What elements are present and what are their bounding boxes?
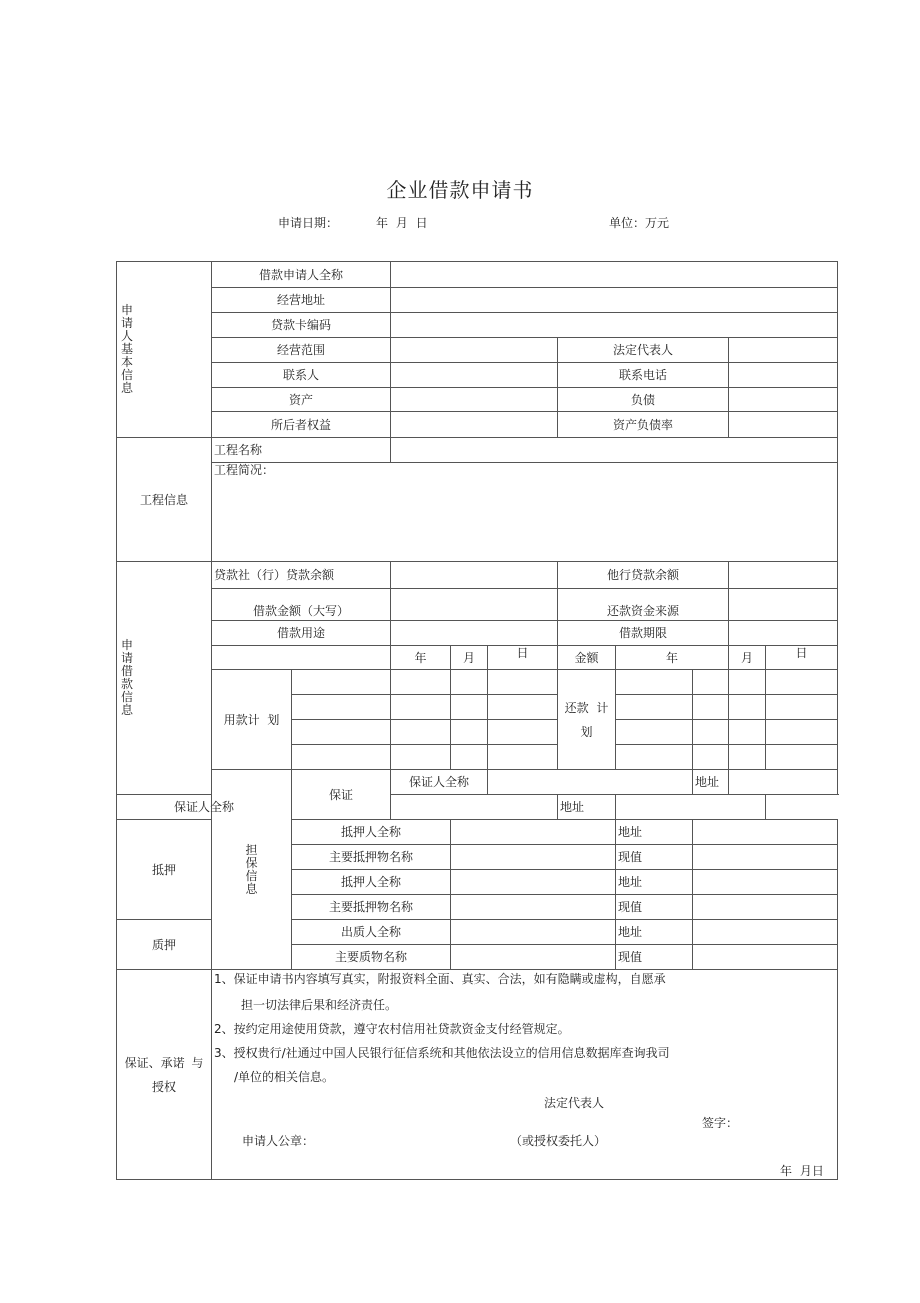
mortgagor-address-input[interactable]	[693, 870, 838, 895]
mortgage-item-label: 主要抵押物名称	[292, 845, 451, 870]
declaration-item-1-cont: 担一切法律后果和经济责任。	[241, 998, 398, 1012]
pledge-value-label: 现值	[616, 945, 693, 970]
mortgagor-name-input[interactable]	[451, 870, 616, 895]
scope-label: 经营范围	[212, 338, 391, 363]
mortgagor-name-label: 抵押人全称	[292, 820, 451, 845]
loan-card-label: 贷款卡编码	[212, 313, 391, 338]
mortgage-item-input[interactable]	[451, 845, 616, 870]
mortgage-value-input[interactable]	[693, 845, 838, 870]
term-label: 借款期限	[558, 621, 729, 646]
declaration-item-2: 2、按约定用途使用贷款，遵守农村信用社贷款资金支付经管规定。	[214, 1022, 570, 1036]
plan-cell[interactable]	[729, 745, 766, 770]
repay-source-label: 还款资金来源	[558, 589, 729, 621]
loan-section-label: 申请借款信息	[117, 562, 212, 795]
plan-cell[interactable]	[488, 695, 558, 720]
plan-header-blank	[212, 646, 391, 670]
plan-cell[interactable]	[616, 745, 693, 770]
coop-balance-label: 贷款社（行）贷款余额	[212, 562, 391, 589]
debt-ratio-label: 资产负债率	[558, 412, 729, 438]
plan-cell[interactable]	[766, 745, 838, 770]
use-year-header: 年	[391, 646, 451, 670]
declaration-item-3-cont: /单位的相关信息。	[234, 1070, 335, 1084]
guarantee-section-label: 担保信息	[212, 770, 292, 970]
mortgage-item-label: 主要抵押物名称	[292, 895, 451, 920]
equity-label: 所后者权益	[212, 412, 391, 438]
plan-cell[interactable]	[292, 695, 391, 720]
plan-cell[interactable]	[391, 720, 451, 745]
mortgage-value-label: 现值	[616, 845, 693, 870]
plan-cell[interactable]	[451, 695, 488, 720]
project-section-label: 工程信息	[117, 438, 212, 562]
seal-label[interactable]: 申请人公章：	[242, 1134, 315, 1148]
plan-cell[interactable]	[616, 695, 693, 720]
address-input[interactable]	[391, 288, 838, 313]
address-label: 经营地址	[212, 288, 391, 313]
pledge-value-input[interactable]	[693, 945, 838, 970]
guarantor-address-input[interactable]	[729, 770, 838, 795]
plan-cell[interactable]	[766, 720, 838, 745]
full-name-input[interactable]	[391, 262, 838, 288]
loan-card-input[interactable]	[391, 313, 838, 338]
pledge-item-input[interactable]	[451, 945, 616, 970]
plan-cell[interactable]	[488, 670, 558, 695]
plan-cell[interactable]	[451, 670, 488, 695]
plan-cell[interactable]	[616, 720, 693, 745]
date-label: 申请日期：	[278, 216, 339, 230]
repay-month-header: 月	[729, 646, 766, 670]
plan-cell[interactable]	[616, 670, 693, 695]
assets-label: 资产	[212, 388, 391, 412]
equity-input[interactable]	[391, 412, 558, 438]
repay-plan-label: 还款 计 划	[558, 670, 616, 770]
plan-cell[interactable]	[451, 720, 488, 745]
use-day-header: 日	[488, 646, 558, 670]
amount-caps-input[interactable]	[391, 589, 558, 621]
other-balance-input[interactable]	[729, 562, 838, 589]
plan-cell[interactable]	[292, 670, 391, 695]
other-balance-label: 他行贷款余额	[558, 562, 729, 589]
mortgagor-address-label: 地址	[616, 870, 693, 895]
liabilities-label: 负债	[558, 388, 729, 412]
declaration-section-label: 保证、承诺 与 授权	[117, 970, 212, 1180]
plan-cell[interactable]	[693, 720, 729, 745]
project-summary-field[interactable]: 工程简况：	[212, 463, 838, 562]
application-form	[116, 261, 838, 1180]
project-name-input[interactable]	[391, 438, 838, 463]
plan-cell[interactable]	[729, 720, 766, 745]
term-input[interactable]	[729, 621, 838, 646]
plan-cell[interactable]	[693, 670, 729, 695]
amount-caps-label: 借款金额（大写）	[212, 589, 391, 621]
authorized-label: （或授权委托人）	[510, 1134, 607, 1148]
liabilities-input[interactable]	[729, 388, 838, 412]
plan-cell[interactable]	[488, 745, 558, 770]
declaration-date[interactable]: 年 月日	[780, 1164, 824, 1178]
plan-cell[interactable]	[292, 720, 391, 745]
pledge-item-label: 主要质物名称	[292, 945, 451, 970]
legal-rep-label: 法定代表人	[558, 338, 729, 363]
mortgagor-address-input[interactable]	[693, 820, 838, 845]
plan-cell[interactable]	[488, 720, 558, 745]
plan-cell[interactable]	[292, 745, 391, 770]
plan-cell[interactable]	[693, 745, 729, 770]
mortgage-value-label: 现值	[616, 895, 693, 920]
purpose-input[interactable]	[391, 621, 558, 646]
plan-cell[interactable]	[391, 695, 451, 720]
full-name-label: 借款申请人全称	[212, 262, 391, 288]
scope-input[interactable]	[391, 338, 558, 363]
repay-year-header: 年	[616, 646, 729, 670]
coop-balance-input[interactable]	[391, 562, 558, 589]
plan-cell[interactable]	[451, 745, 488, 770]
document-title: 企业借款申请书	[386, 178, 534, 202]
guarantor-name-label: 保证人全称	[391, 770, 488, 795]
declaration-item-1: 1、保证申请书内容填写真实，附报资料全面、真实、合法，如有隐瞒或虚构，自愿承	[214, 972, 666, 986]
legal-rep-input[interactable]	[729, 338, 838, 363]
guarantor-address-label: 地址	[558, 795, 616, 820]
mortgagor-name-label: 抵押人全称	[292, 870, 451, 895]
phone-label: 联系电话	[558, 363, 729, 388]
declaration-item-3: 3、授权贵行/社通过中国人民银行征信系统和其他依法设立的信用信息数据库查询我司	[214, 1046, 670, 1060]
use-plan-label: 用款计 划	[212, 670, 292, 770]
mortgage-value-input[interactable]	[693, 895, 838, 920]
contact-input[interactable]	[391, 363, 558, 388]
phone-input[interactable]	[729, 363, 838, 388]
repay-source-input[interactable]	[729, 589, 838, 621]
mortgage-type-label: 抵押	[117, 820, 212, 920]
legal-rep-sign-label: 法定代表人	[544, 1096, 605, 1110]
guarantor-address-input[interactable]	[616, 795, 766, 820]
declaration-body	[212, 970, 838, 1180]
guarantor-name-input[interactable]	[488, 770, 693, 795]
guarantee-type-label: 保证	[292, 770, 391, 820]
plan-cell[interactable]	[391, 670, 451, 695]
unit-label: 单位：万元	[609, 216, 670, 230]
signature-label[interactable]: 签字：	[702, 1116, 739, 1130]
repay-day-header: 日	[766, 646, 838, 670]
contact-label: 联系人	[212, 363, 391, 388]
plan-cell[interactable]	[729, 695, 766, 720]
mortgagor-address-label: 地址	[616, 820, 693, 845]
guarantor-name-label: 保证人全称	[117, 795, 292, 820]
pledge-type-label: 质押	[117, 920, 212, 970]
plan-cell[interactable]	[766, 670, 838, 695]
guarantor-name-input[interactable]	[391, 795, 558, 820]
assets-input[interactable]	[391, 388, 558, 412]
purpose-label: 借款用途	[212, 621, 391, 646]
guarantor-address-label: 地址	[693, 770, 729, 795]
mortgage-item-input[interactable]	[451, 895, 616, 920]
plan-cell[interactable]	[391, 745, 451, 770]
use-amount-header: 金额	[558, 646, 616, 670]
plan-cell[interactable]	[766, 695, 838, 720]
pledgor-address-label: 地址	[616, 920, 693, 945]
applicant-section-label: 申请人基本信息	[117, 262, 212, 438]
pledgor-name-label: 出质人全称	[292, 920, 451, 945]
use-month-header: 月	[451, 646, 488, 670]
date-field[interactable]: 年 月 日	[376, 216, 428, 230]
pledgor-address-input[interactable]	[693, 920, 838, 945]
plan-cell[interactable]	[729, 670, 766, 695]
debt-ratio-input[interactable]	[729, 412, 838, 438]
pledgor-name-input[interactable]	[451, 920, 616, 945]
project-name-label: 工程名称	[212, 438, 391, 463]
mortgagor-name-input[interactable]	[451, 820, 616, 845]
plan-cell[interactable]	[693, 695, 729, 720]
